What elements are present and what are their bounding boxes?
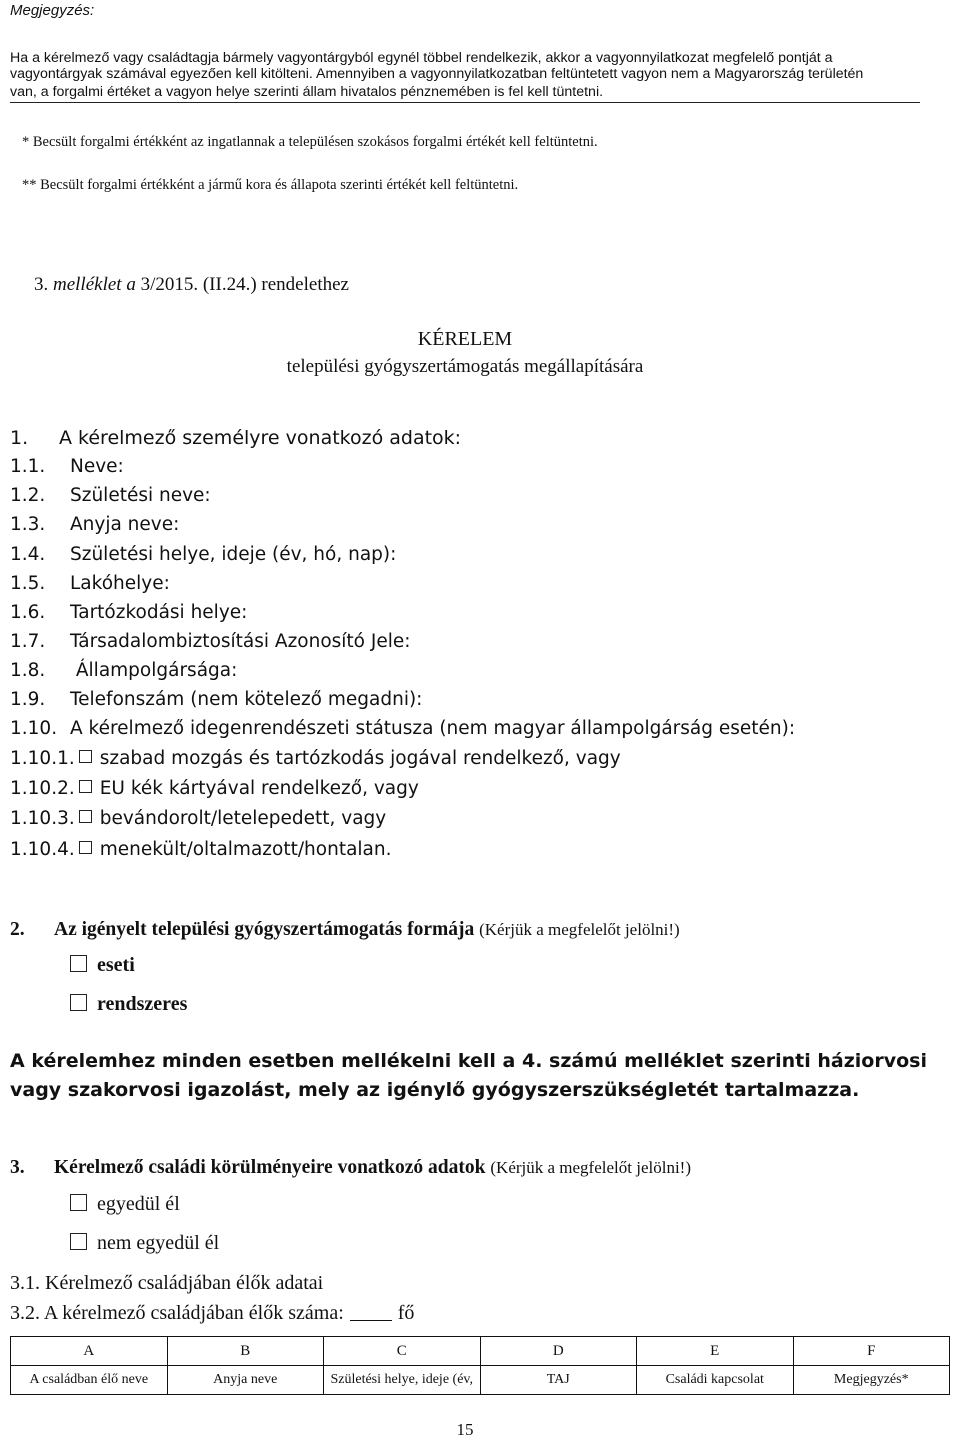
column-header: A családban élő neve — [11, 1366, 168, 1395]
section2-number: 2. — [10, 919, 25, 940]
note-line-1: Ha a kérelmező vagy családtagja bármely vagyontárgyból egynél többel rendelkezik, akkor a vagyonnyilatkozat megfelelő pontját a — [10, 50, 833, 66]
section1-title: A kérelmező személyre vonatkozó adatok: — [59, 427, 462, 449]
family-count-row — [10, 1302, 414, 1325]
option-number: 1.10.3. — [10, 808, 75, 829]
checkbox-refugee[interactable] — [79, 841, 92, 854]
section1-number: 1. — [10, 427, 29, 449]
field-number: 1.2. — [10, 485, 46, 506]
checkbox-regular[interactable] — [70, 994, 87, 1011]
field-phone[interactable] — [10, 689, 422, 710]
field-stay-place[interactable] — [10, 602, 247, 623]
field-label: A kérelmező idegenrendészeti státusza (nem magyar állampolgárság esetén): — [70, 718, 796, 739]
option-lives-alone[interactable] — [70, 1193, 180, 1216]
column-letter: B — [167, 1337, 324, 1366]
annex-suffix: 3/2015. (II.24.) rendelethez — [135, 274, 349, 295]
family-count-label: 3.2. A kérelmező családjában élők száma: — [10, 1302, 344, 1324]
field-number: 1.8. — [10, 660, 46, 681]
status-option-refugee[interactable] — [10, 839, 392, 860]
status-option-settled[interactable] — [10, 808, 386, 829]
checkbox-settled[interactable] — [79, 810, 92, 823]
family-data-label: 3.1. Kérelmező családjában élők adatai — [10, 1272, 324, 1294]
table-letter-row — [11, 1337, 950, 1366]
field-citizenship[interactable] — [10, 660, 237, 681]
option-number: 1.10.4. — [10, 839, 75, 860]
field-number: 1.4. — [10, 544, 46, 565]
section3-heading — [10, 1157, 691, 1179]
page-number: 15 — [456, 1420, 474, 1439]
footnote-real-estate: * Becsült forgalmi értékként az ingatlannak a településen szokásos forgalmi értékét kell feltüntetni. — [22, 134, 598, 150]
option-label: menekült/oltalmazott/hontalan. — [99, 839, 392, 860]
field-residence[interactable] — [10, 573, 170, 594]
checkbox-lives-alone[interactable] — [70, 1194, 87, 1211]
field-number: 1.7. — [10, 631, 46, 652]
section2-title: Az igényelt települési gyógyszertámogatás formája — [54, 919, 475, 940]
form-subtitle: települési gyógyszertámogatás megállapítására — [286, 356, 644, 377]
family-count-blank[interactable] — [350, 1303, 392, 1321]
field-number: 1.5. — [10, 573, 46, 594]
section3-title: Kérelmező családi körülményeire vonatkozó adatok — [54, 1157, 486, 1178]
field-immigration-status — [10, 718, 795, 739]
note-line-3: van, a forgalmi értéket a vagyon helye szerinti állam hivatalos pénznemében is fel kell tüntetni. — [10, 84, 604, 100]
note-title: Megjegyzés: — [10, 2, 95, 19]
footnote-vehicle: ** Becsült forgalmi értékként a jármű kora és állapota szerinti értékét kell feltüntetni. — [22, 177, 519, 193]
status-option-free-movement[interactable] — [10, 748, 621, 769]
option-one-time[interactable] — [70, 954, 135, 977]
field-number: 1.1. — [10, 456, 46, 477]
annex-reference — [34, 274, 349, 296]
option-label: egyedül él — [97, 1193, 180, 1215]
field-birth-place-date[interactable] — [10, 544, 396, 565]
column-header: Születési helye, ideje (év, — [324, 1366, 481, 1395]
column-letter: C — [324, 1337, 481, 1366]
checkbox-eu-blue-card[interactable] — [79, 780, 92, 793]
option-label: nem egyedül él — [97, 1232, 220, 1254]
field-label: Születési neve: — [70, 485, 211, 506]
option-label: bevándorolt/letelepedett, vagy — [99, 808, 387, 829]
field-label: Társadalombiztosítási Azonosító Jele: — [70, 631, 411, 652]
option-label: EU kék kártyával rendelkező, vagy — [99, 778, 419, 799]
family-count-unit: fő — [397, 1302, 415, 1324]
field-label: Állampolgársága: — [70, 660, 238, 681]
family-members-table — [10, 1336, 950, 1395]
form-title: KÉRELEM — [417, 328, 513, 350]
field-label: Anyja neve: — [70, 514, 180, 535]
field-number: 1.3. — [10, 514, 46, 535]
status-option-eu-blue-card[interactable] — [10, 778, 419, 799]
field-label: Születési helye, ideje (év, hó, nap): — [70, 544, 397, 565]
note-line-2: vagyontárgyak számával egyezően kell kitölteni. Amennyiben a vagyonnyilatkozatban feltüntetett vagyon nem a Magyarország területén — [10, 66, 864, 82]
attachment-notice-line-1: A kérelemhez minden esetben mellékelni kell a 4. számú melléklet szerinti háziorvosi — [10, 1050, 927, 1072]
column-letter: F — [793, 1337, 950, 1366]
option-not-alone[interactable] — [70, 1232, 219, 1255]
option-label: eseti — [97, 954, 135, 976]
checkbox-one-time[interactable] — [70, 955, 87, 972]
option-label: szabad mozgás és tartózkodás jogával rendelkező, vagy — [99, 748, 621, 769]
section3-hint: (Kérjük a megfelelőt jelölni!) — [490, 1158, 691, 1177]
field-number: 1.10. — [10, 718, 58, 739]
section1-heading — [10, 427, 461, 449]
table-header-row — [11, 1366, 950, 1395]
checkbox-free-movement[interactable] — [79, 750, 92, 763]
annex-italic: melléklet a — [53, 274, 136, 295]
annex-prefix: 3. — [34, 274, 53, 295]
column-header: Anyja neve — [167, 1366, 324, 1395]
column-header: Megjegyzés* — [793, 1366, 950, 1395]
option-number: 1.10.1. — [10, 748, 75, 769]
attachment-notice-line-2: vagy szakorvosi igazolást, mely az igénylő gyógyszerszükségletét tartalmazza. — [10, 1079, 860, 1101]
field-label: Neve: — [70, 456, 124, 477]
option-label: rendszeres — [97, 993, 188, 1015]
section3-number: 3. — [10, 1157, 25, 1178]
option-regular[interactable] — [70, 993, 187, 1016]
field-birth-name[interactable] — [10, 485, 211, 506]
field-label: Lakóhelye: — [70, 573, 170, 594]
field-taj[interactable] — [10, 631, 410, 652]
field-number: 1.6. — [10, 602, 46, 623]
field-label: Telefonszám (nem kötelező megadni): — [70, 689, 423, 710]
column-letter: D — [480, 1337, 637, 1366]
option-number: 1.10.2. — [10, 778, 75, 799]
section2-heading — [10, 919, 680, 941]
column-header: TAJ — [480, 1366, 637, 1395]
field-number: 1.9. — [10, 689, 46, 710]
column-letter: E — [637, 1337, 794, 1366]
field-mother-name[interactable] — [10, 514, 179, 535]
column-header: Családi kapcsolat — [637, 1366, 794, 1395]
checkbox-not-alone[interactable] — [70, 1233, 87, 1250]
section2-hint: (Kérjük a megfelelőt jelölni!) — [479, 920, 680, 939]
field-name[interactable] — [10, 456, 124, 477]
note-divider — [10, 102, 920, 103]
field-label: Tartózkodási helye: — [70, 602, 248, 623]
column-letter: A — [11, 1337, 168, 1366]
